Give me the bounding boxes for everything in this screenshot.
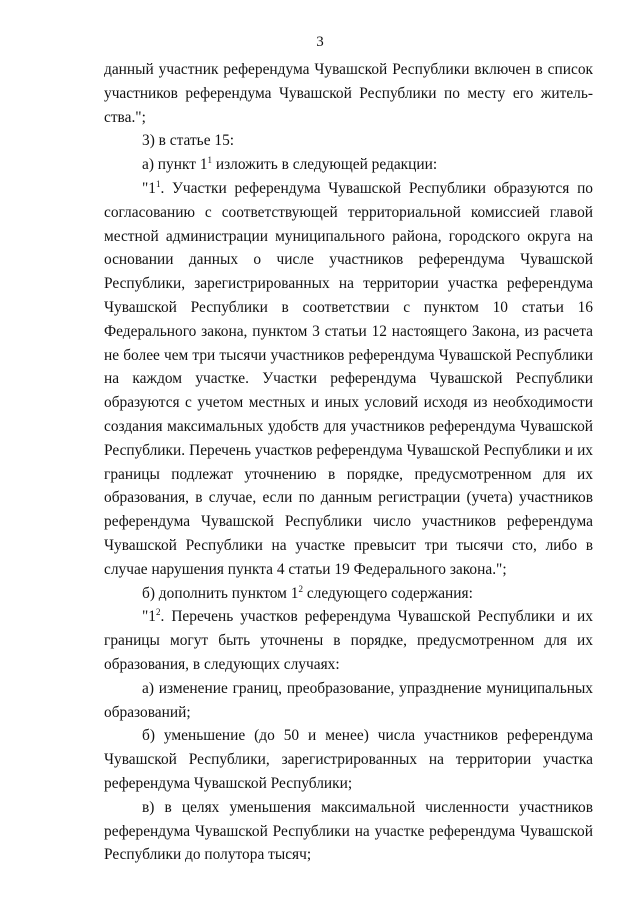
- page-number: 3: [316, 34, 324, 50]
- text-run: "1: [142, 608, 156, 626]
- superscript: 2: [155, 607, 161, 618]
- paragraph: [104, 153, 593, 177]
- text-run: "1: [142, 179, 156, 197]
- document-body: [104, 58, 593, 867]
- paragraph: [104, 724, 593, 795]
- text-run: следующего содержания:: [302, 584, 473, 602]
- superscript: 2: [298, 583, 303, 594]
- paragraph: [104, 796, 593, 867]
- paragraph: [104, 129, 593, 153]
- text-run: 3) в статье 15:: [142, 132, 235, 150]
- text-run: а) пункт 1: [142, 156, 208, 174]
- paragraph: [104, 677, 593, 725]
- paragraph: [104, 582, 593, 606]
- superscript: 1: [155, 178, 161, 189]
- text-run: а) изменение границ, преобразование, упразднение муниципальных образований;: [104, 679, 593, 721]
- paragraph: [104, 177, 593, 582]
- text-run: . Перечень участков референдума Чувашской Республики и их границы могут быть уточнены в порядке, предусмотренном для их образования, в следующих случаях:: [104, 608, 593, 673]
- text-run: изложить в следующей редакции:: [212, 156, 438, 174]
- text-run: в) в целях уменьшения максимальной численности участников референдума Чувашской Республики на участке референдума Чувашской Республики до полутора тысяч;: [104, 798, 593, 864]
- text-run: . Участки референдума Чувашской Республики образуются по согласованию с соответствующей территориальной комиссией главой местной администрации муниципального района, городского округа на основании данных о числе участников референдума Чувашской Республики, зарегистрированных на территории участка референдума Чувашской Республики в соответствии с пунктом 10 статьи 16 Федерального закона, пунктом 3 статьи 12 настоящего Закона, из расчета не более чем три тысячи участников референдума Чувашской Республики на каждом участке. Участки референдума Чувашской Республики образуются с учетом местных и иных условий исходя из необходимости создания максимальных удобств для участников референдума Чувашской Республики. Перечень участков референдума Чувашской Республики и их границы подлежат уточнению в порядке, предусмотренном для их образования, в случае, если по данным регистрации (учета) участников референдума Чувашской Республики число участников референдума Чувашской Республики на участке превысит три тысячи сто, либо в случае нарушения пункта 4 статьи 19 Федерального закона.";: [104, 179, 593, 578]
- paragraph: [104, 605, 593, 676]
- text-run: б) дополнить пунктом 1: [142, 584, 299, 602]
- superscript: 1: [207, 155, 213, 166]
- text-run: б) уменьшение (до 50 и менее) числа участников референдума Чувашской Республики, зарегистрированных на территории участка референдума Чувашской Республики;: [104, 727, 593, 792]
- text-run: данный участник референдума Чувашской Республики включен в список участников референдума Чувашской Республики по месту его житель-ства.";: [104, 61, 593, 126]
- paragraph: [104, 58, 593, 129]
